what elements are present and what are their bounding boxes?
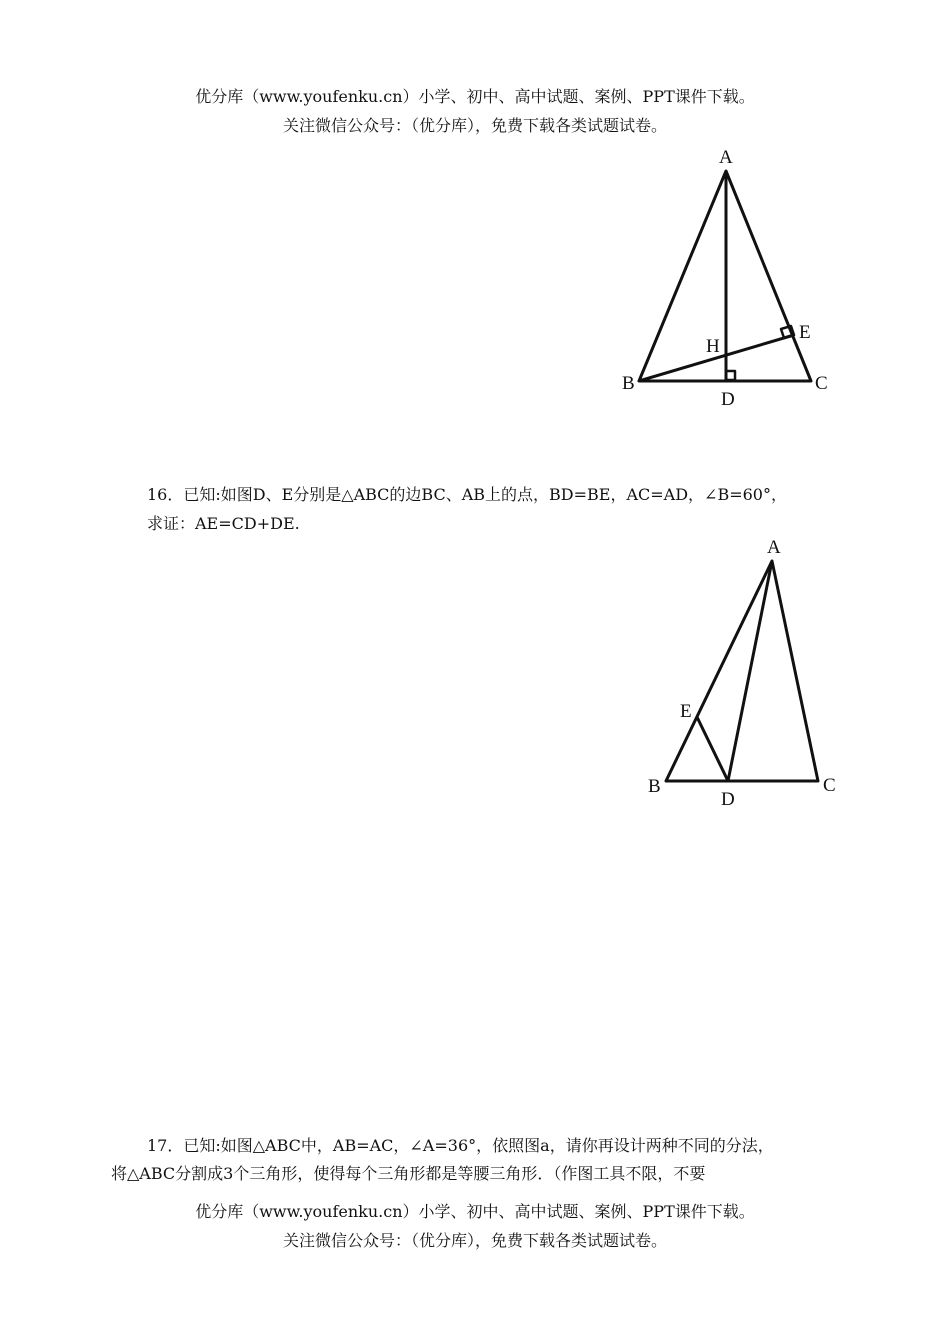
q16-line-1: 16．已知:如图D、E分别是△ABC的边BC、AB上的点，BD=BE，AC=AD，∠B=60°， [147, 485, 787, 504]
q16-line-2: 求证：AE=CD+DE. [147, 514, 300, 533]
label-a: A [719, 147, 733, 168]
segment-ed [697, 717, 728, 781]
figure-triangle-altitudes [600, 145, 860, 415]
label-e: E [680, 701, 692, 722]
footer-line-2: 关注微信公众号：（优分库），免费下载各类试题试卷。 [282, 1231, 667, 1250]
label-e: E [799, 322, 811, 343]
footer-line-1: 优分库（www.youfenku.cn）小学、初中、高中试题、案例、PPT课件下载。 [195, 1202, 755, 1221]
label-b: B [622, 373, 635, 394]
label-b: B [648, 776, 661, 797]
header-line-1: 优分库（www.youfenku.cn）小学、初中、高中试题、案例、PPT课件下载。 [195, 87, 755, 106]
label-d: D [721, 389, 735, 410]
label-c: C [815, 373, 828, 394]
header-line-2: 关注微信公众号：（优分库），免费下载各类试题试卷。 [282, 116, 667, 135]
triangle-abc [666, 561, 818, 781]
label-d: D [721, 789, 735, 810]
label-a: A [767, 537, 781, 558]
label-h: H [706, 336, 720, 357]
right-angle-mark-e [781, 326, 794, 338]
q17-line-1: 17．已知:如图△ABC中，AB=AC，∠A=36°，依照图a，请你再设计两种不同的分法， [147, 1136, 774, 1155]
q17-line-2: 将△ABC分割成3个三角形，使得每个三角形都是等腰三角形．（作图工具不限，不要 [111, 1164, 706, 1183]
figure-triangle-bde [640, 535, 860, 815]
label-c: C [823, 775, 836, 796]
segment-ad [728, 561, 772, 781]
